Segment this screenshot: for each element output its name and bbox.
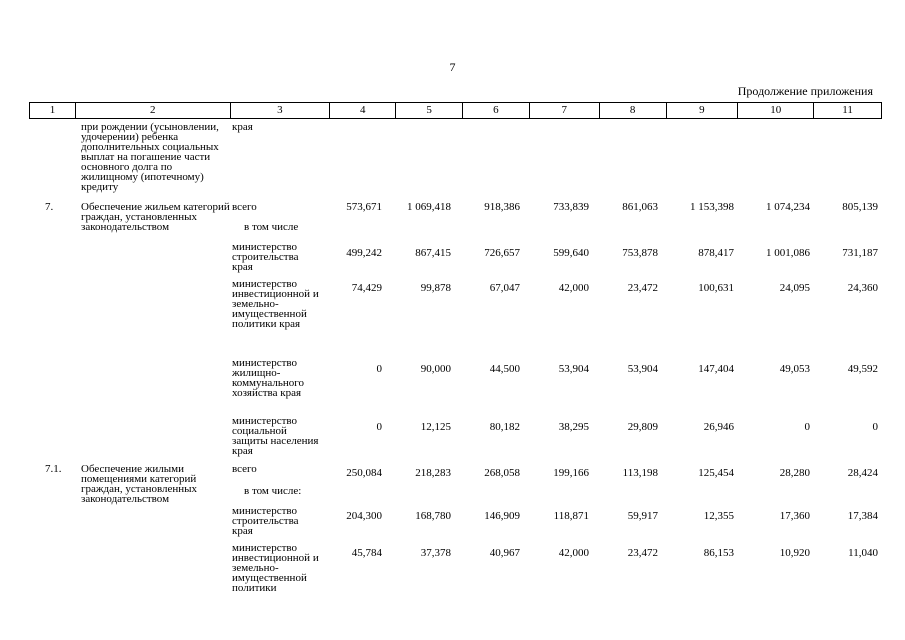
- value-cell: 23,472: [627, 547, 658, 559]
- value-cell: 0: [376, 363, 382, 375]
- value-cell: 12,355: [703, 510, 734, 522]
- value-cell: 125,454: [698, 467, 734, 479]
- value-cell: 118,871: [553, 510, 589, 522]
- value-cell: 44,500: [489, 363, 520, 375]
- table-header-row: [29, 102, 882, 119]
- col-header-11: 11: [813, 103, 881, 118]
- col-header-4: 4: [329, 103, 395, 118]
- col-header-8: 8: [599, 103, 666, 118]
- value-cell: 861,063: [622, 201, 658, 213]
- value-cell: 40,967: [489, 547, 520, 559]
- value-cell: 146,909: [484, 510, 520, 522]
- value-cell: 11,040: [848, 547, 878, 559]
- value-cell: 67,047: [489, 282, 520, 294]
- value-cell: 753,878: [622, 247, 658, 259]
- value-cell: 204,300: [346, 510, 382, 522]
- value-cell: 1 069,418: [407, 201, 451, 213]
- value-cell: 45,784: [351, 547, 382, 559]
- value-cell: 28,424: [847, 467, 878, 479]
- row-source: министерство социальной защиты населения края: [232, 415, 319, 457]
- value-cell: 1 153,398: [690, 201, 734, 213]
- row-source: министерство строительства края: [232, 505, 299, 537]
- value-cell: 26,946: [703, 421, 734, 433]
- col-header-5: 5: [395, 103, 462, 118]
- value-cell: 49,592: [847, 363, 878, 375]
- row-source: в том числе:: [244, 485, 302, 497]
- value-cell: 218,283: [415, 467, 451, 479]
- value-cell: 268,058: [484, 467, 520, 479]
- value-cell: 599,640: [553, 247, 589, 259]
- value-cell: 74,429: [351, 282, 382, 294]
- row-source: края: [232, 121, 253, 133]
- value-cell: 86,153: [703, 547, 734, 559]
- row-source: министерство инвестиционной и земельно-имущественной политики края: [232, 278, 319, 330]
- value-cell: 10,920: [779, 547, 810, 559]
- value-cell: 731,187: [842, 247, 878, 259]
- value-cell: 24,360: [847, 282, 878, 294]
- row-name: Обеспечение жилыми помещениями категорий граждан, установленных законодательством: [81, 463, 198, 505]
- value-cell: 38,295: [558, 421, 589, 433]
- value-cell: 24,095: [779, 282, 810, 294]
- col-header-10: 10: [737, 103, 813, 118]
- page-number: 7: [449, 60, 456, 74]
- value-cell: 99,878: [420, 282, 451, 294]
- value-cell: 28,280: [779, 467, 810, 479]
- value-cell: 250,084: [346, 467, 382, 479]
- row-name: при рождении (усыновлении, удочерении) ребенка дополнительных социальных выплат на погашение части основного долга по жилищному (ипотечному) кредиту: [81, 121, 219, 193]
- value-cell: 80,182: [489, 421, 520, 433]
- row-source: всего: [232, 201, 257, 213]
- col-header-1: 1: [49, 104, 56, 116]
- row-source: министерство строительства края: [232, 241, 299, 273]
- value-cell: 805,139: [842, 201, 878, 213]
- value-cell: 0: [376, 421, 382, 433]
- value-cell: 90,000: [420, 363, 451, 375]
- row-source: министерство жилищно-коммунального хозяйства края: [232, 357, 304, 399]
- value-cell: 499,242: [346, 247, 382, 259]
- value-cell: 878,417: [698, 247, 734, 259]
- value-cell: 100,631: [698, 282, 734, 294]
- value-cell: 17,384: [847, 510, 878, 522]
- value-cell: 37,378: [420, 547, 451, 559]
- value-cell: 726,657: [484, 247, 520, 259]
- value-cell: 49,053: [779, 363, 810, 375]
- row-number: 7.: [45, 201, 54, 213]
- value-cell: 867,415: [415, 247, 451, 259]
- row-source: министерство инвестиционной и земельно-имущественной политики: [232, 542, 319, 594]
- value-cell: 168,780: [415, 510, 451, 522]
- value-cell: 1 001,086: [766, 247, 810, 259]
- value-cell: 1 074,234: [766, 201, 810, 213]
- row-name: Обеспечение жильем категорий граждан, установленных законодательством: [81, 201, 230, 233]
- value-cell: 918,386: [484, 201, 520, 213]
- row-number: 7.1.: [45, 463, 62, 475]
- value-cell: 12,125: [420, 421, 451, 433]
- col-header-6: 6: [462, 103, 529, 118]
- value-cell: 733,839: [553, 201, 589, 213]
- value-cell: 0: [804, 421, 810, 433]
- value-cell: 0: [872, 421, 878, 433]
- value-cell: 147,404: [698, 363, 734, 375]
- value-cell: 113,198: [622, 467, 658, 479]
- value-cell: 42,000: [558, 547, 589, 559]
- continuation-label: Продолжение приложения: [737, 84, 873, 98]
- col-header-9: 9: [666, 103, 738, 118]
- row-source: в том числе: [244, 221, 299, 233]
- row-source: всего: [232, 463, 257, 475]
- value-cell: 573,671: [346, 201, 382, 213]
- value-cell: 59,917: [627, 510, 658, 522]
- value-cell: 17,360: [779, 510, 810, 522]
- col-header-3: 3: [230, 103, 330, 118]
- value-cell: 53,904: [558, 363, 589, 375]
- col-header-2: 2: [75, 103, 230, 118]
- col-header-7: 7: [529, 103, 599, 118]
- value-cell: 29,809: [627, 421, 658, 433]
- value-cell: 42,000: [558, 282, 589, 294]
- value-cell: 23,472: [627, 282, 658, 294]
- value-cell: 53,904: [627, 363, 658, 375]
- budget-table: [29, 102, 882, 594]
- value-cell: 199,166: [553, 467, 589, 479]
